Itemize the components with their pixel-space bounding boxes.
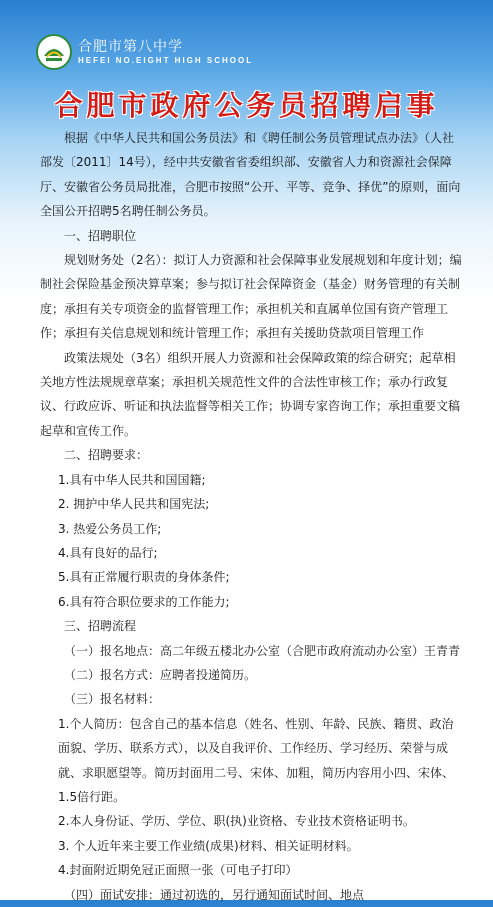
- process-materials: （三）报名材料：: [64, 692, 161, 707]
- position-planning-finance: 规划财务处（2名）：拟订人力资源和社会保障事业发展规划和年度计划；编制社会保险基金预决算草案；参与拟订社会保障资金（基金）财务管理的有关制度；承担有关专项资金的监督管理工作；承担机关和直属单位国有资产管理工作；承担有关信息规划和统计管理工作；承担有关援助贷款项目管理工作: [40, 253, 462, 341]
- process-location: （一）报名地点：高二年级五楼北办公室（合肥市政府流动办公室）王青青: [64, 643, 461, 658]
- requirement-item: 3. 热爱公务员工作;: [58, 521, 162, 536]
- requirement-item: 2. 拥护中华人民共和国宪法;: [58, 497, 210, 512]
- process-method: （二）报名方式：应聘者投递简历。: [64, 667, 257, 682]
- intro-paragraph: 根据《中华人民共和国公务员法》和《聘任制公务员管理试点办法》（人社部发〔2011〕14号），经中共安徽省省委组织部、安徽省人力和资源社会保障厅、安徽省公务员局批准，合肥市按照“公开、平等、竞争、择优”的原则，面向全国公开招聘5名聘任制公务员。: [40, 131, 461, 219]
- process-interview: （四）面试安排：通过初选的，另行通知面试时间、地点: [64, 887, 365, 902]
- school-logo-icon: [36, 34, 72, 70]
- material-item: 2.本人身份证、学历、学位、职(执)业资格、专业技术资格证明书。: [58, 814, 415, 829]
- school-name: 合肥市第八中学: [78, 39, 183, 55]
- requirement-item: 1.具有中华人民共和国国籍;: [58, 472, 206, 487]
- requirement-item: 4.具有良好的品行;: [58, 545, 158, 560]
- position-policy-regulation: 政策法规处（3名）组织开展人力资源和社会保障政策的综合研究；起草相关地方性法规规章草案；承担机关规范性文件的合法性审核工作；承办行政复议、行政应诉、听证和执法监督等相关工作；协调专家咨询工作；承担重要文稿起草和宣传工作。: [40, 350, 461, 438]
- announcement-body: [40, 126, 465, 907]
- requirement-item: 6.具有符合职位要求的工作能力;: [58, 594, 230, 609]
- school-name-english: HEFEI NO.EIGHT HIGH SCHOOL: [78, 56, 254, 65]
- requirement-item: 5.具有正常履行职责的身体条件;: [58, 570, 230, 585]
- header-banner: [0, 0, 493, 80]
- section-heading-requirements: 二、招聘要求：: [64, 448, 149, 463]
- section-heading-positions: 一、招聘职位: [64, 228, 137, 243]
- section-heading-process: 三、招聘流程: [64, 619, 137, 634]
- material-item: 3. 个人近年来主要工作业绩(成果)材料、相关证明材料。: [58, 838, 359, 853]
- material-item: 4.封面附近期免冠正面照一张（可电子打印）: [58, 863, 298, 878]
- page-title: 合肥市政府公务员招聘启事: [54, 89, 439, 122]
- material-item: 1.个人简历：包含自己的基本信息（姓名、性别、年龄、民族、籍贯、政治面貌、学历、联系方式），以及自我评价、工作经历、学习经历、荣誉与成就、求职愿望等。简历封面用二号、宋体、加粗，简历内容用小四、宋体、1.5倍行距。: [58, 716, 455, 804]
